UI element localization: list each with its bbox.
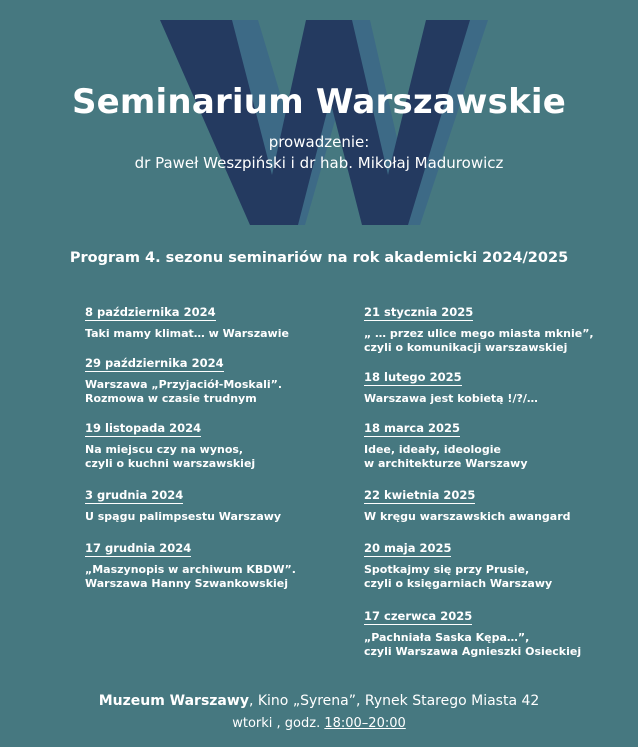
session-item — [85, 417, 345, 470]
venue-name: Muzeum Warszawy — [98, 693, 249, 709]
session-title: Na miejscu czy na wynos, czyli o kuchni warszawskiej — [85, 443, 256, 470]
program-heading: Program 4. sezonu seminariów na rok akademicki 2024/2025 — [69, 250, 569, 266]
host-names: dr Paweł Weszpiński i dr hab. Mikołaj Madurowicz — [134, 154, 504, 172]
session-title: Warszawa „Przyjaciół-Moskali”. Rozmowa w czasie trudnym — [85, 378, 283, 405]
session-date: 3 grudnia 2024 — [85, 488, 184, 502]
session-date: 17 grudnia 2024 — [85, 541, 192, 555]
session-date: 22 kwietnia 2025 — [364, 488, 476, 502]
session-date: 17 czerwca 2025 — [364, 609, 473, 623]
session-title: Taki mamy klimat… w Warszawie — [85, 327, 289, 340]
session-item — [85, 537, 345, 590]
venue-address: , Kino „Syrena”, Rynek Starego Miasta 42 — [248, 693, 540, 709]
session-date: 21 stycznia 2025 — [364, 305, 474, 319]
session-item — [364, 537, 624, 590]
session-title: U spągu palimpsestu Warszawy — [85, 510, 282, 523]
session-title: Warszawa jest kobietą !/?/… — [364, 392, 538, 405]
session-date: 20 maja 2025 — [364, 541, 452, 555]
session-title: Idee, ideały, ideologie w architekturze Warszawy — [364, 443, 528, 470]
session-title: „ … przez ulice mego miasta mknie”, czyli o komunikacji warszawskiej — [364, 327, 594, 354]
time-hours: 18:00–20:00 — [324, 716, 406, 731]
session-item — [85, 352, 345, 405]
session-item — [364, 417, 624, 470]
poster-title: Seminarium Warszawskie — [71, 82, 566, 122]
session-title: W kręgu warszawskich awangard — [364, 510, 571, 523]
session-date: 18 marca 2025 — [364, 421, 461, 435]
session-date: 19 listopada 2024 — [85, 421, 202, 435]
session-item — [85, 301, 345, 341]
session-title: Spotkajmy się przy Prusie, czyli o księgarniach Warszawy — [364, 563, 553, 590]
session-date: 29 października 2024 — [85, 356, 224, 370]
session-title: „Maszynopis w archiwum KBDW”. Warszawa Hanny Szwankowskiej — [85, 563, 296, 590]
session-date: 8 października 2024 — [85, 305, 216, 319]
host-label: prowadzenie: — [268, 133, 370, 151]
session-item — [364, 301, 624, 354]
venue-line — [0, 693, 638, 709]
session-title: „Pachniała Saska Kępa…”, czyli Warszawa Agnieszki Osieckiej — [364, 631, 582, 658]
session-item — [85, 484, 345, 524]
session-item — [364, 366, 624, 406]
time-prefix: wtorki , godz. — [232, 716, 325, 731]
session-item — [364, 605, 624, 658]
session-date: 18 lutego 2025 — [364, 370, 462, 384]
time-line — [0, 716, 638, 731]
session-item — [364, 484, 624, 524]
w-logo-graphic — [0, 0, 638, 260]
